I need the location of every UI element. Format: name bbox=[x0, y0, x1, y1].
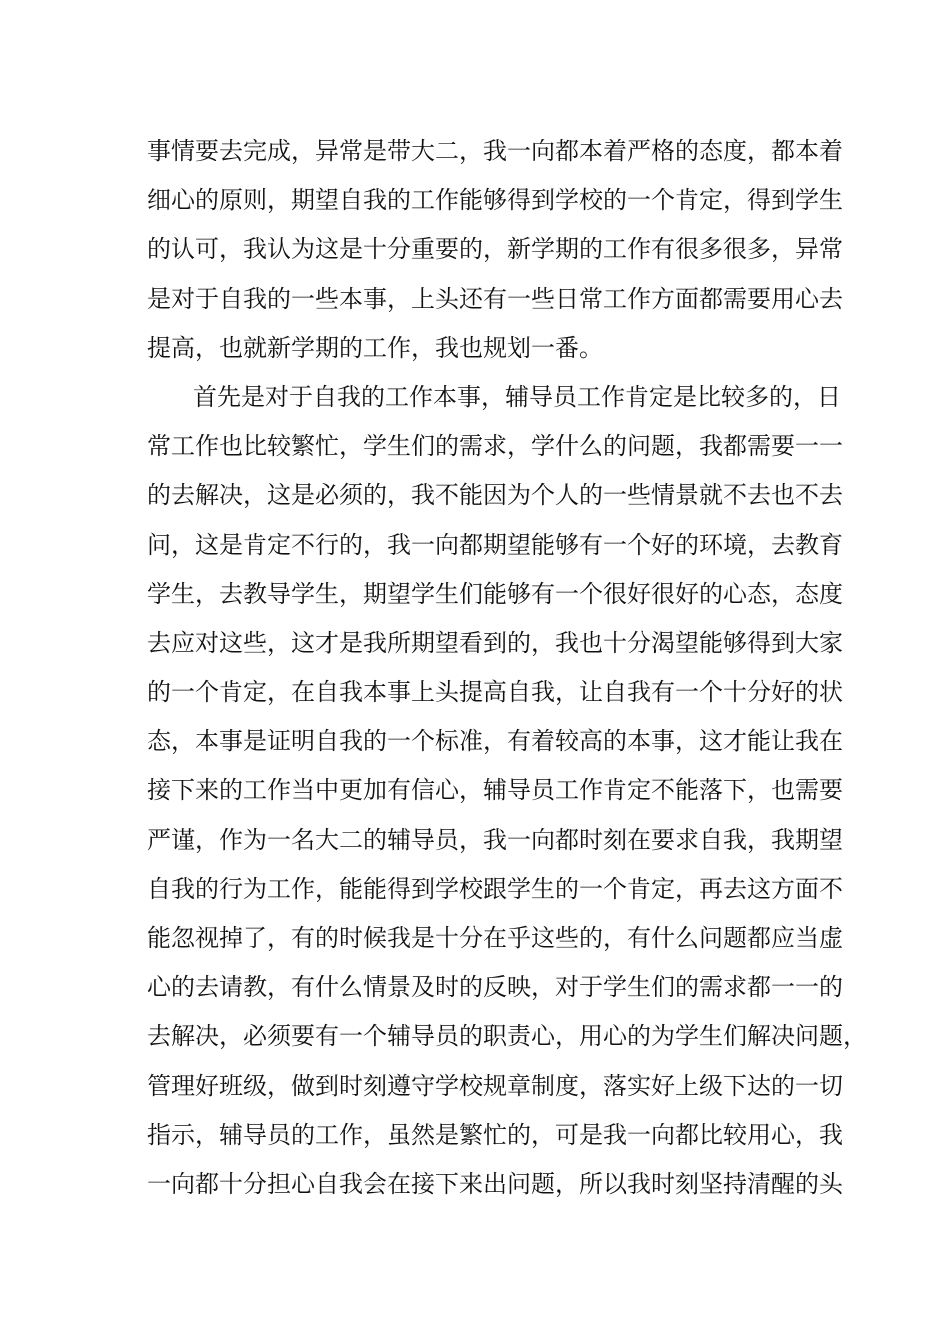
text-line: 是对于自我的一些本事，上头还有一些日常工作方面都需要用心去 bbox=[147, 284, 843, 313]
text-line: 能忽视掉了，有的时候我是十分在乎这些的，有什么问题都应当虚 bbox=[147, 924, 843, 952]
text-line: 接下来的工作当中更加有信心，辅导员工作肯定不能落下，也需要 bbox=[147, 776, 843, 805]
text-line: 的认可，我认为这是十分重要的，新学期的工作有很多很多，异常 bbox=[147, 235, 843, 264]
text-line: 问，这是肯定不行的，我一向都期望能够有一个好的环境，去教育 bbox=[147, 530, 843, 559]
text-line: 一向都十分担心自我会在接下来出问题，所以我时刻坚持清醒的头 bbox=[147, 1169, 843, 1198]
paragraph-end-line: 提高，也就新学期的工作，我也规划一番。 bbox=[147, 333, 603, 362]
text-line: 细心的原则，期望自我的工作能够得到学校的一个肯定，得到学生 bbox=[147, 186, 843, 215]
text-line: 的一个肯定，在自我本事上头提高自我，让自我有一个十分好的状 bbox=[147, 678, 843, 707]
text-line: 严谨，作为一名大二的辅导员，我一向都时刻在要求自我，我期望 bbox=[147, 825, 843, 854]
text-line: 态，本事是证明自我的一个标准，有着较高的本事，这才能让我在 bbox=[147, 727, 843, 756]
text-line: 学生，去教导学生，期望学生们能够有一个很好很好的心态，态度 bbox=[147, 579, 843, 608]
text-line: 常工作也比较繁忙，学生们的需求，学什么的问题，我都需要一一 bbox=[147, 432, 843, 461]
text-line: 去应对这些，这才是我所期望看到的，我也十分渴望能够得到大家 bbox=[147, 628, 843, 657]
text-line: 管理好班级，做到时刻遵守学校规章制度，落实好上级下达的一切 bbox=[147, 1071, 843, 1100]
text-line: 心的去请教，有什么情景及时的反映，对于学生们的需求都一一的 bbox=[147, 973, 843, 1002]
text-line: 的去解决，这是必须的，我不能因为个人的一些情景就不去也不去 bbox=[147, 481, 843, 510]
text-line: 指示，辅导员的工作，虽然是繁忙的，可是我一向都比较用心，我 bbox=[147, 1120, 843, 1149]
body-text bbox=[147, 127, 867, 1209]
text-line: 去解决，必须要有一个辅导员的职责心，用心的为学生们解决问题， bbox=[147, 1022, 867, 1051]
text-line: 事情要去完成，异常是带大二，我一向都本着严格的态度，都本着 bbox=[147, 137, 843, 165]
paragraph-start-line: 首先是对于自我的工作本事，辅导员工作肯定是比较多的，日 bbox=[193, 382, 841, 411]
text-line: 自我的行为工作，能能得到学校跟学生的一个肯定，再去这方面不 bbox=[147, 874, 843, 903]
